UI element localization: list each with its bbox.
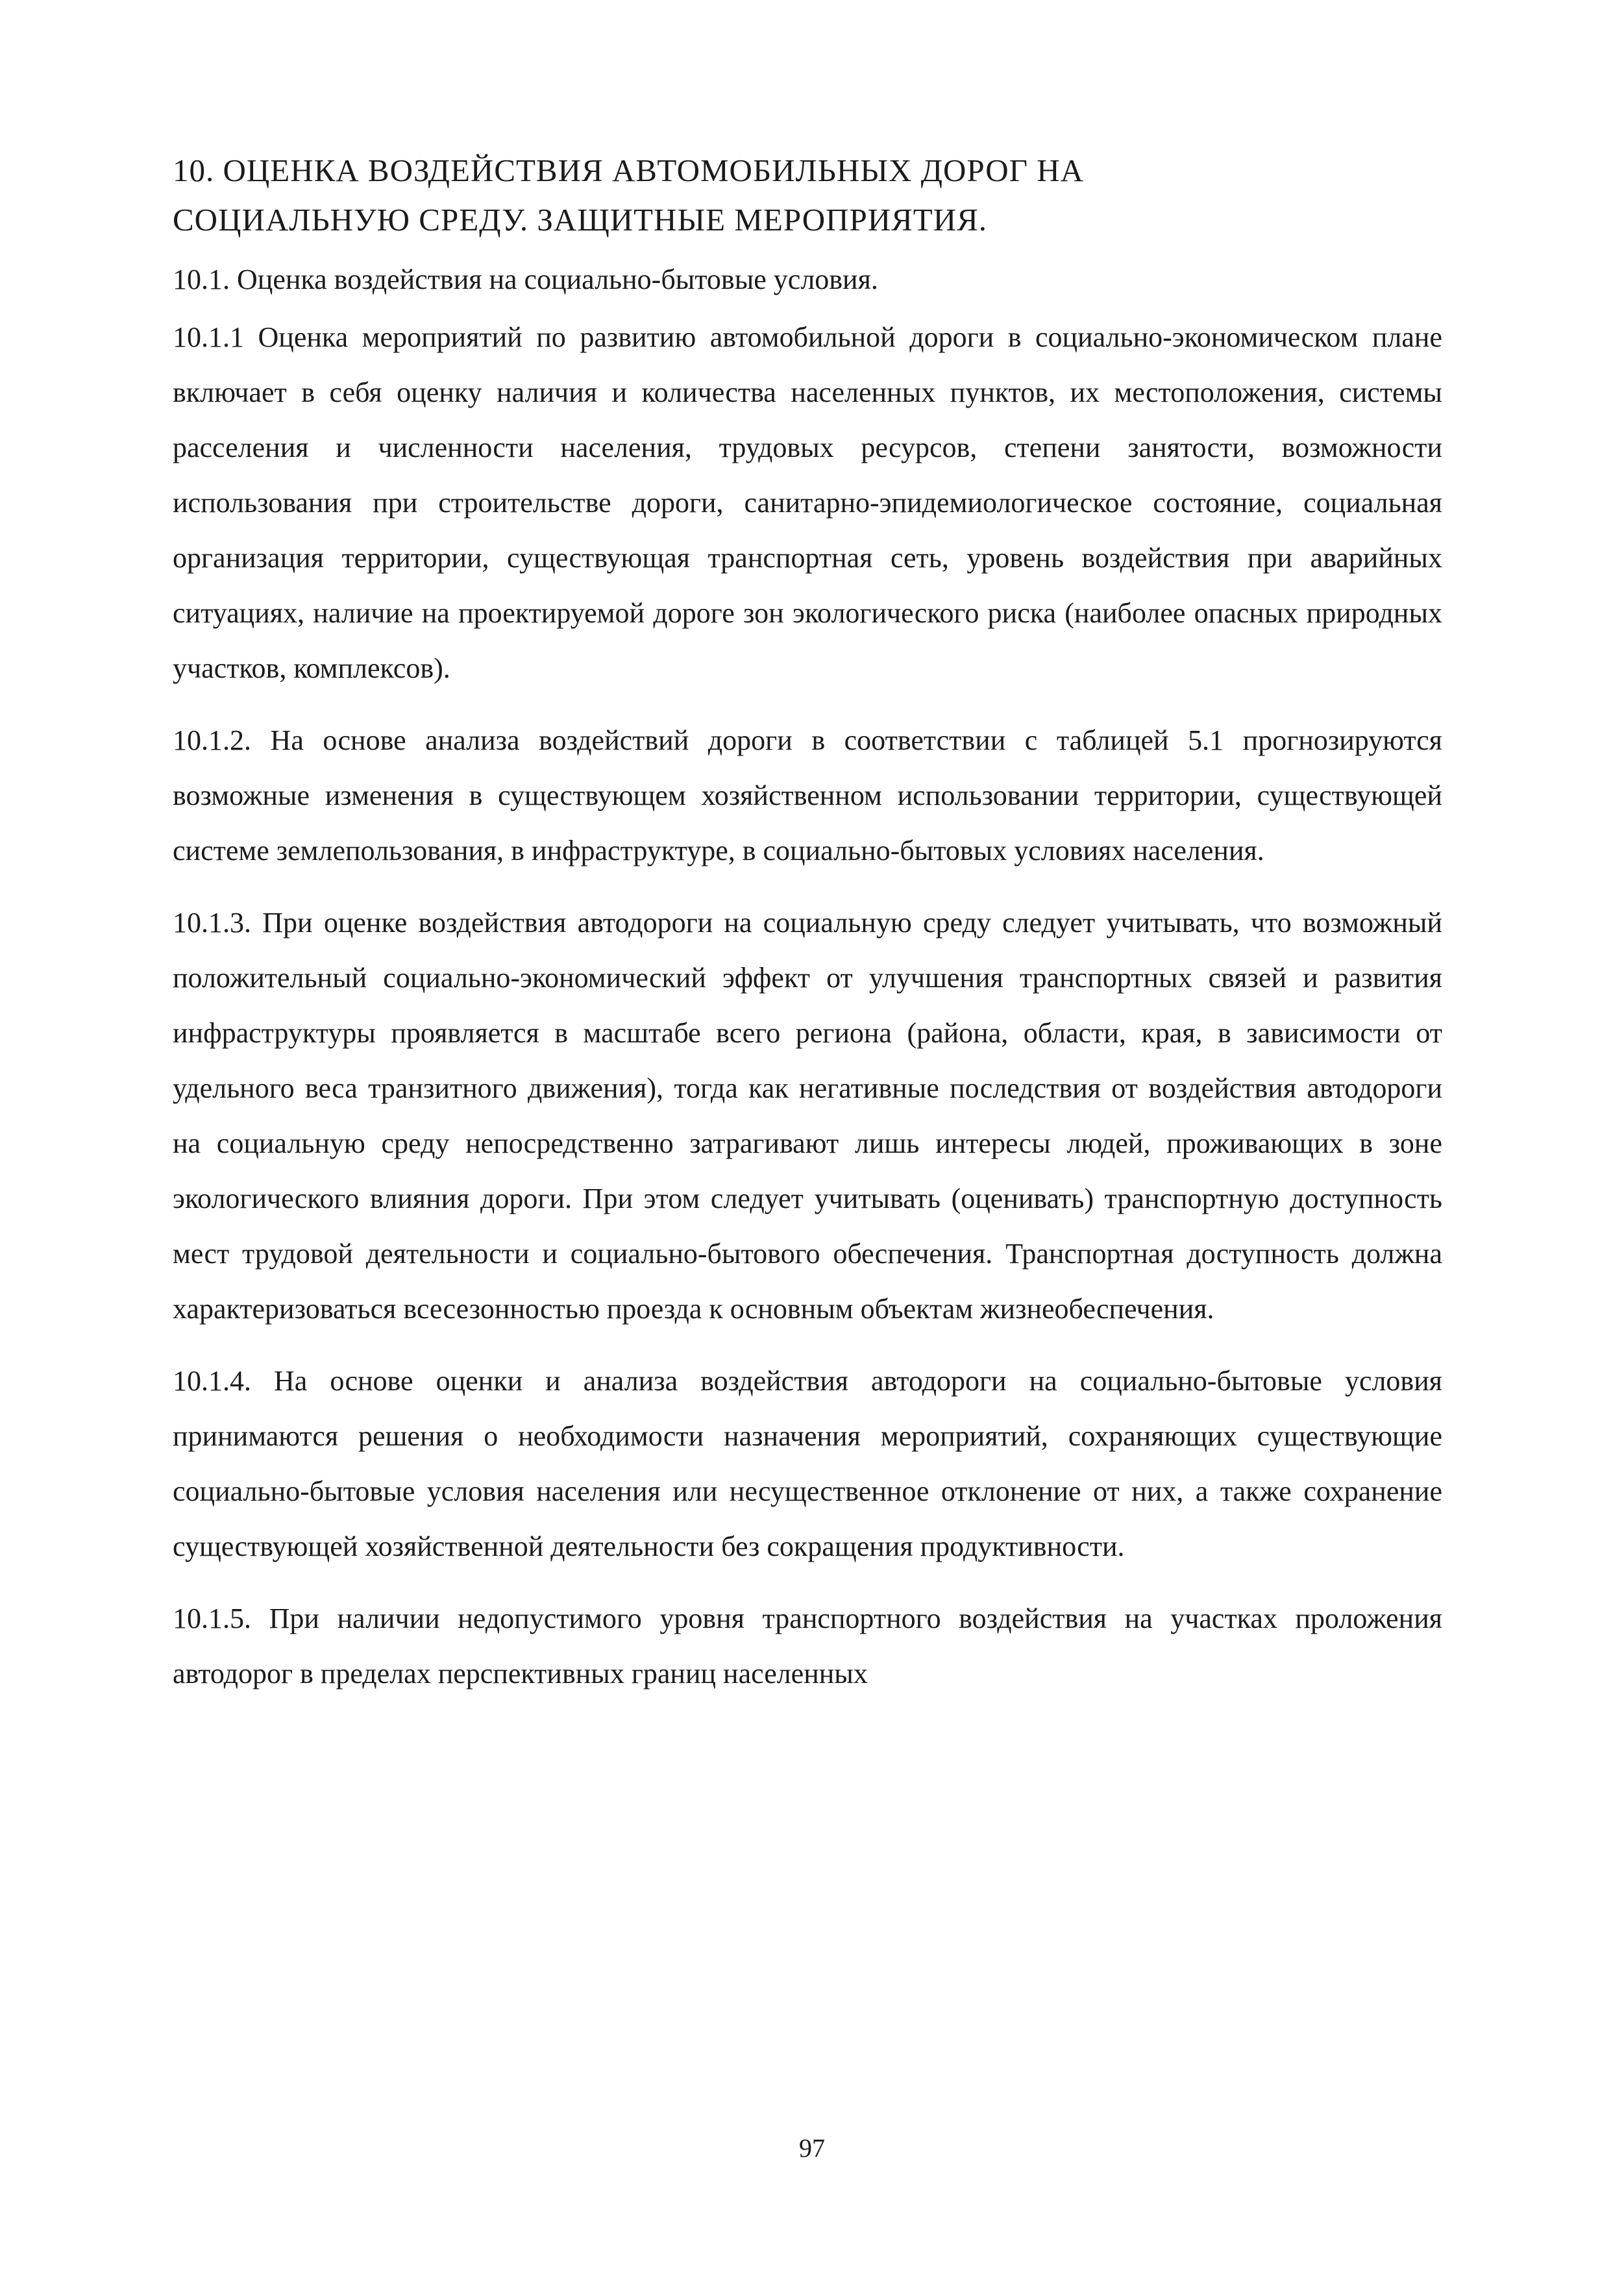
page-content <box>173 146 1442 1701</box>
paragraph-10-1-1: 10.1.1 Оценка мероприятий по развитию автомобильной дороги в социально-экономическом плане включает в себя оценку наличия и количества населенных пунктов, их местоположения, системы расселения и численности населения, трудовых ресурсов, степени занятости, возможности использования при строительстве дороги, санитарно-эпидемиологическое состояние, социальная организация территории, существующая транспортная сеть, уровень воздействия при аварийных ситуациях, наличие на проектируемой дороге зон экологического риска (наиболее опасных природных участков, комплексов). <box>173 321 1442 684</box>
paragraph-10-1-5: 10.1.5. При наличии недопустимого уровня транспортного воздействия на участках проложения автодорог в пределах перспективных границ населенных <box>173 1603 1442 1690</box>
paragraph-10-1-3: 10.1.3. При оценке воздействия автодороги на социальную среду следует учитывать, что возможный положительный социально-экономический эффект от улучшения транспортных связей и развития инфраструктуры проявляется в масштабе всего региона (района, области, края, в зависимости от удельного веса транзитного движения), тогда как негативные последствия от воздействия автодороги на социальную среду непосредственно затрагивают лишь интересы людей, проживающих в зоне экологического влияния дороги. При этом следует учитывать (оценивать) транспортную доступность мест трудовой деятельности и социально-бытового обеспечения. Транспортная доступность должна характеризоваться всесезонностью проезда к основным объектам жизнеобеспечения. <box>173 907 1442 1325</box>
subsection-heading: 10.1. Оценка воздействия на социально-бытовые условия. <box>173 264 878 295</box>
paragraph-10-1-2: 10.1.2. На основе анализа воздействий дороги в соответствии с таблицей 5.1 прогнозируются возможные изменения в существующем хозяйственном использовании территории, существующей системе землепользования, в инфраструктуре, в социально-бытовых условиях населения. <box>173 724 1442 866</box>
section-heading-line-2: СОЦИАЛЬНУЮ СРЕДУ. ЗАЩИТНЫЕ МЕРОПРИЯТИЯ. <box>173 202 988 238</box>
section-heading <box>173 146 1442 245</box>
section-heading-line-1: 10. ОЦЕНКА ВОЗДЕЙСТВИЯ АВТОМОБИЛЬНЫХ ДОРОГ НА <box>173 153 1084 188</box>
page-number: 97 <box>799 2133 825 2163</box>
paragraph-10-1-4: 10.1.4. На основе оценки и анализа воздействия автодороги на социально-бытовые условия принимаются решения о необходимости назначения мероприятий, сохраняющих существующие социально-бытовые условия населения или несущественное отклонение от них, а также сохранение существующей хозяйственной деятельности без сокращения продуктивности. <box>173 1365 1442 1562</box>
